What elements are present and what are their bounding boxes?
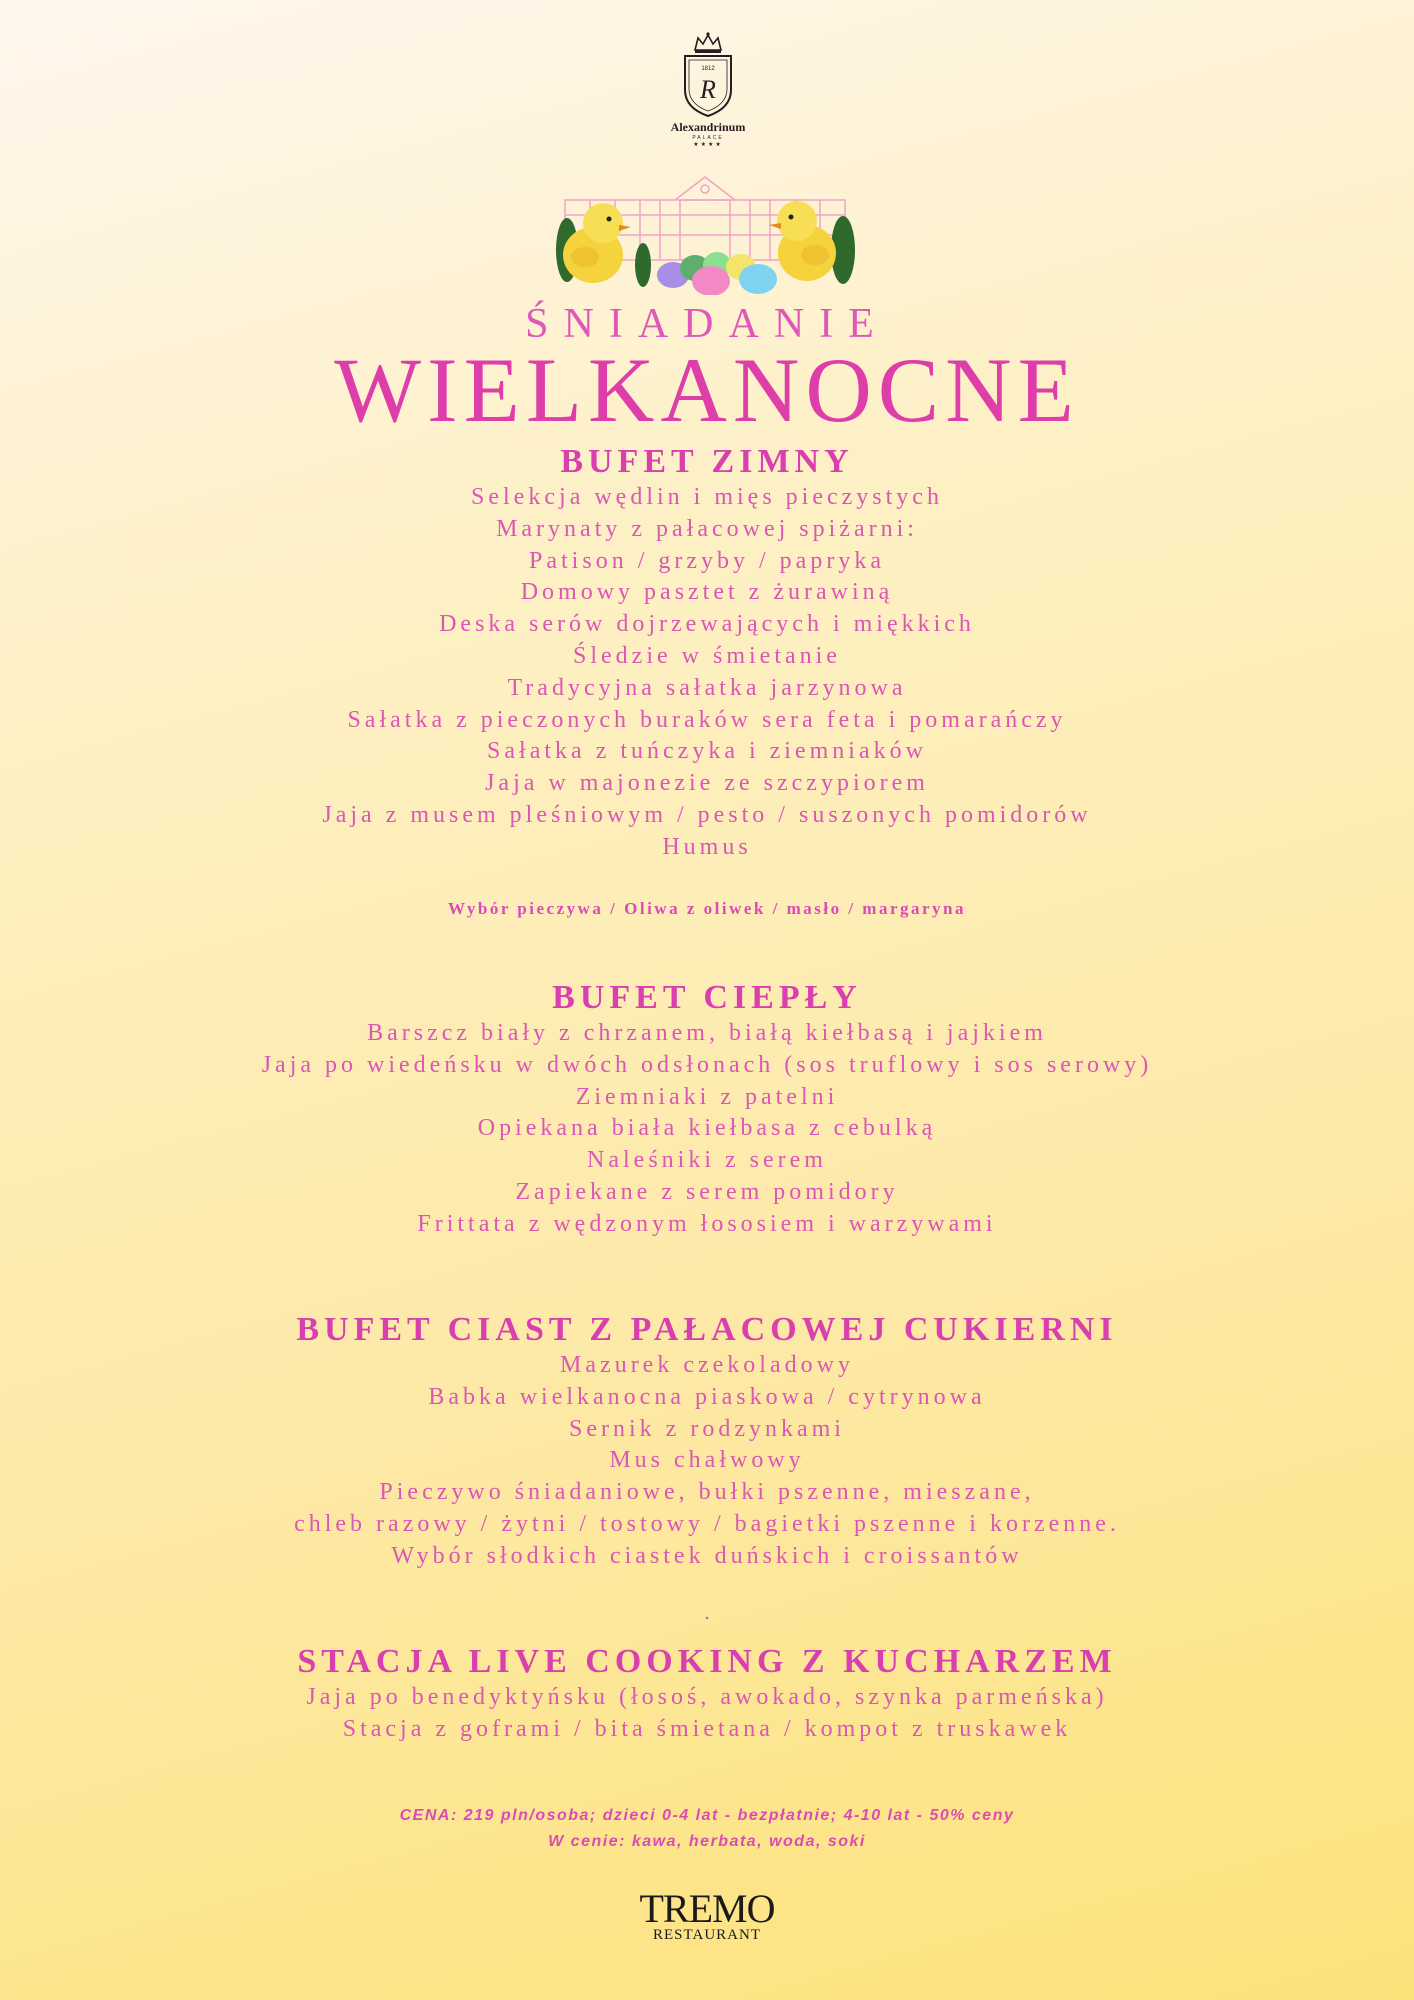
menu-item: Sałatka z pieczonych buraków sera feta i pomarańczy [347,706,1067,733]
menu-item: Stacja z goframi / bita śmietana / kompot z truskawek [342,1715,1072,1742]
menu-list [0,1682,1414,1746]
brand-subtitle: PALACE [692,135,724,141]
menu-item: Naleśniki z serem [587,1147,827,1174]
crest-icon [681,30,735,118]
menu-item: Tradycyjna sałatka jarzynowa [507,674,907,701]
menu-list [0,482,1414,864]
menu-item: Sałatka z tuńczyka i ziemniaków [487,738,927,765]
restaurant-name: TREMO [639,1886,775,1931]
menu-item: chleb razowy / żytni / tostowy / bagietki pszenne i korzenne. [294,1510,1120,1537]
section-cold-buffet [0,442,1414,864]
hotel-logo [665,30,751,148]
brand-stars: ★★★★ [693,141,723,148]
easter-illustration [545,165,865,299]
menu-item: Mazurek czekoladowy [560,1352,854,1378]
menu-item: Selekcja wędlin i mięs pieczystych [471,484,943,510]
menu-item: Wybór słodkich ciastek duńskich i croissantów [391,1542,1023,1569]
menu-list [0,1018,1414,1241]
separator-dot: . [703,1600,711,1624]
menu-item: Mus chałwowy [609,1447,805,1474]
menu-item: Barszcz biały z chrzanem, białą kiełbasą i jajkiem [367,1020,1047,1046]
crest-year: 1812 [701,66,715,72]
menu-item: Śledzie w śmietanie [573,642,841,669]
bread-note: Wybór pieczywa / Oliwa z oliwek / masło / margaryna [448,899,966,918]
restaurant-subtitle: RESTAURANT [653,1927,761,1943]
menu-item: Zapiekane z serem pomidory [515,1178,899,1205]
section-heading: BUFET ZIMNY [560,443,854,480]
menu-item: Deska serów dojrzewających i miękkich [439,611,975,638]
menu-item: Opiekana biała kiełbasa z cebulką [477,1115,937,1142]
section-hot-buffet [0,978,1414,1241]
restaurant-logo [0,1886,1414,1943]
title-line-2: WIELKANOCNE [334,339,1080,441]
menu-item: Babka wielkanocna piaskowa / cytrynowa [428,1383,986,1410]
menu-item: Pieczywo śniadaniowe, bułki pszenne, mieszane, [379,1479,1035,1506]
menu-item: Ziemniaki z patelni [575,1083,839,1110]
menu-item: Frittata z wędzonym łososiem i warzywami [417,1210,997,1237]
section-live-cooking [0,1642,1414,1746]
section-heading: BUFET CIAST Z PAŁACOWEJ CUKIERNI [296,1311,1118,1348]
crest-monogram: R [700,75,716,104]
menu-item: Jaja po wiedeńsku w dwóch odsłonach (sos truflowy i sos serowy) [261,1051,1153,1078]
menu-item: Patison / grzyby / papryka [529,547,885,574]
section-cake-buffet [0,1310,1414,1573]
pricing-info [0,1803,1414,1855]
menu-item: Jaja z musem pleśniowym / pesto / suszonych pomidorów [322,801,1092,828]
menu-item: Domowy pasztet z żurawiną [520,579,894,606]
menu-item: Jaja po benedyktyńsku (łosoś, awokado, szynka parmeńska) [306,1684,1108,1710]
menu-item: Jaja w majonezie ze szczypiorem [485,770,929,797]
title-line-1: ŚNIADANIE [525,301,889,347]
easter-eggs-icon [657,252,777,295]
menu-item: Sernik z rodzynkami [569,1415,845,1442]
section-heading: STACJA LIVE COOKING Z KUCHARZEM [297,1643,1117,1680]
included-line: W cenie: kawa, herbata, woda, soki [548,1833,866,1850]
brand-name: Alexandrinum [670,120,746,134]
menu-item: Marynaty z pałacowej spiżarni: [496,515,918,542]
menu-item: Humus [662,833,752,860]
chick-icon [769,201,836,281]
section-heading: BUFET CIEPŁY [552,979,862,1016]
price-line: CENA: 219 pln/osoba; dzieci 0-4 lat - bezpłatnie; 4-10 lat - 50% ceny [399,1807,1015,1824]
menu-list [0,1350,1414,1573]
